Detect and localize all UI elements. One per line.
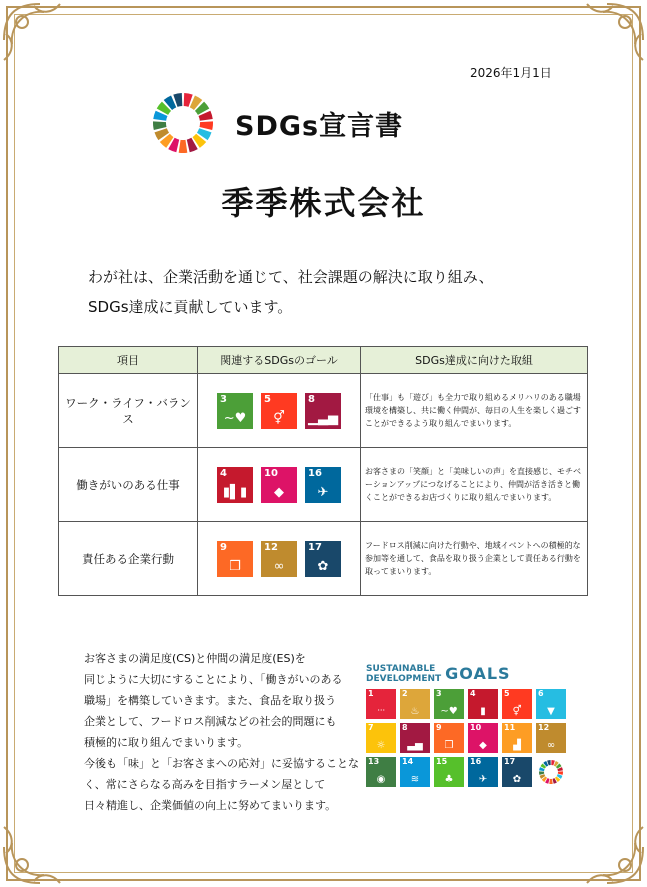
sdg-goal-4-tile xyxy=(217,467,253,503)
sdg-goal-1-tile xyxy=(366,689,396,719)
sdg-goal-number: 15 xyxy=(436,757,448,766)
sdg-goal-8-tile xyxy=(305,393,341,429)
sdg-goal-glyph-icon: ⚥ xyxy=(512,706,522,717)
sdg-goal-glyph-icon: ◉ xyxy=(376,774,386,785)
sdg-goal-number: 11 xyxy=(504,723,516,732)
sdg-goal-glyph-icon: ◆ xyxy=(479,740,487,751)
row-initiative-text: 「仕事」も「遊び」も全力で取り組めるメリハリのある職場環境を構築し、共に働く仲間が、毎日の人生を楽しく過ごすことができるよう取り組んでまいります。 xyxy=(361,374,588,448)
sdg-goal-16-tile xyxy=(305,467,341,503)
sdg-goal-number: 3 xyxy=(436,689,442,698)
sdg-goal-15-tile xyxy=(434,757,464,787)
sdg-goal-10-tile xyxy=(468,723,498,753)
dove-icon: ✈ xyxy=(317,484,329,500)
infinity-icon: ∞ xyxy=(273,558,285,574)
sdg-logo-title xyxy=(366,664,571,684)
column-header-goals: 関連するSDGsのゴール xyxy=(198,347,361,374)
sdg-goal-11-tile xyxy=(502,723,532,753)
table-row xyxy=(59,448,588,522)
sdg-goal-16-tile xyxy=(468,757,498,787)
sdg-goal-glyph-icon: ▼ xyxy=(547,706,555,717)
sdg-goal-9-tile xyxy=(217,541,253,577)
sdg-goals-grid xyxy=(366,689,571,787)
sdg-goal-number: 13 xyxy=(368,757,380,766)
cubes-icon: ❒ xyxy=(229,558,241,574)
flower-icon: ✿ xyxy=(317,558,329,574)
sdg-goal-number: 4 xyxy=(220,467,227,479)
sdg-goal-glyph-icon: ♨ xyxy=(410,706,420,717)
document-date: 2026年1月1日 xyxy=(470,66,552,80)
sdg-goal-number: 10 xyxy=(470,723,482,732)
page-title: SDGs宣言書 xyxy=(235,111,404,142)
sdg-goal-3-tile xyxy=(434,689,464,719)
sdgs-wheel-icon xyxy=(536,757,566,787)
sdg-goal-number: 5 xyxy=(504,689,510,698)
closing-line: 積極的に取り組んでまいります。 xyxy=(84,736,249,749)
row-item-label: 責任ある企業行動 xyxy=(59,522,198,596)
sdg-goal-6-tile xyxy=(536,689,566,719)
sdg-goal-number: 14 xyxy=(402,757,414,766)
sdg-goal-number: 1 xyxy=(368,689,374,698)
closing-line: お客さまの満足度(CS)と仲間の満足度(ES)を xyxy=(84,652,306,665)
sdg-goal-13-tile xyxy=(366,757,396,787)
sdg-goal-glyph-icon: ☼ xyxy=(376,740,386,751)
sdg-goal-glyph-icon: ▮ xyxy=(480,706,486,717)
row-initiative-text: お客さまの「笑顔」と「美味しいの声」を直接感じ、モチベーションアップにつなげることにより、仲間が活き活きと働くことができるお店づくりに取り組んでまいります。 xyxy=(361,448,588,522)
row-item-label: 働きがいのある仕事 xyxy=(59,448,198,522)
sdg-logo-line2: DEVELOPMENT xyxy=(366,674,442,684)
sdg-goal-10-tile xyxy=(261,467,297,503)
table-row xyxy=(59,374,588,448)
sdg-goal-2-tile xyxy=(400,689,430,719)
column-header-item: 項目 xyxy=(59,347,198,374)
gender-icon: ⚥ xyxy=(273,410,285,426)
sdg-goal-number: 7 xyxy=(368,723,374,732)
sdg-goal-glyph-icon: ♣ xyxy=(444,774,454,785)
sdg-goal-number: 4 xyxy=(470,689,476,698)
intro-statement xyxy=(88,262,494,322)
sdg-goal-9-tile xyxy=(434,723,464,753)
sdg-goal-glyph-icon: ~♥ xyxy=(440,706,458,717)
heartbeat-icon: ~♥ xyxy=(223,410,247,426)
sdg-goal-number: 8 xyxy=(308,393,315,405)
company-name: 季季株式会社 xyxy=(221,184,426,222)
closing-line: 日々精進し、企業価値の向上に努めてまいります。 xyxy=(84,799,337,812)
sdg-goal-number: 2 xyxy=(402,689,408,698)
sdg-goal-number: 16 xyxy=(470,757,482,766)
sdg-goal-3-tile xyxy=(217,393,253,429)
sdg-goal-5-tile xyxy=(261,393,297,429)
equality-icon: ◆ xyxy=(274,484,284,500)
sdg-goal-glyph-icon: ≋ xyxy=(410,774,420,785)
intro-line: わが社は、企業活動を通じて、社会課題の解決に取り組み、 xyxy=(88,268,494,286)
sdg-goal-number: 8 xyxy=(402,723,408,732)
sdg-goal-glyph-icon: ᐧᐧᐧ xyxy=(377,706,385,717)
sdg-goal-5-tile xyxy=(502,689,532,719)
closing-line: 職場」を構築していきます。また、食品を取り扱う xyxy=(84,694,337,707)
sdg-goal-glyph-icon: ✈ xyxy=(478,774,488,785)
closing-line: 企業として、フードロス削減などの社会的問題にも xyxy=(84,715,337,728)
sdg-goal-glyph-icon: ❒ xyxy=(444,740,454,751)
ornament-corner-icon xyxy=(577,817,647,887)
sdg-goal-glyph-icon: ∞ xyxy=(546,740,556,751)
ornament-corner-icon xyxy=(577,0,647,70)
closing-line: 今後も「味」と「お客さまへの応対」に妥協することな xyxy=(84,757,359,770)
sdg-goal-4-tile xyxy=(468,689,498,719)
sdg-logo-goals-word: GOALS xyxy=(445,664,511,683)
sdgs-wheel-icon xyxy=(152,92,214,154)
sdg-logo-line1: SUSTAINABLE xyxy=(366,664,436,674)
sdg-goal-number: 6 xyxy=(538,689,544,698)
ornament-corner-icon xyxy=(0,817,70,887)
sdg-goal-8-tile xyxy=(400,723,430,753)
column-header-initiatives: SDGs達成に向けた取組 xyxy=(361,347,588,374)
sdg-goal-17-tile xyxy=(502,757,532,787)
closing-line: 同じように大切にすることにより、「働きがいのある xyxy=(84,673,343,686)
table-row xyxy=(59,522,588,596)
sdg-goal-glyph-icon: ▃▅ xyxy=(407,740,423,751)
sdg-initiatives-table xyxy=(58,346,588,596)
sdg-goal-12-tile xyxy=(536,723,566,753)
sdg-goal-number: 10 xyxy=(264,467,278,479)
table-header-row xyxy=(59,347,588,374)
row-goals xyxy=(198,448,361,522)
sdg-goal-number: 9 xyxy=(436,723,442,732)
sdg-goal-17-tile xyxy=(305,541,341,577)
sdg-goal-number: 9 xyxy=(220,541,227,553)
row-goals xyxy=(198,374,361,448)
sdg-goal-7-tile xyxy=(366,723,396,753)
sdg-goal-glyph-icon: ▟ xyxy=(513,740,521,751)
closing-line: く、常にさらなる高みを目指すラーメン屋として xyxy=(84,778,326,791)
sdg-goal-14-tile xyxy=(400,757,430,787)
intro-line: SDGs達成に貢献しています。 xyxy=(88,298,293,316)
ornament-corner-icon xyxy=(0,0,70,70)
sdg-goal-12-tile xyxy=(261,541,297,577)
sdg-goal-glyph-icon: ✿ xyxy=(512,774,522,785)
closing-statement xyxy=(84,648,359,816)
row-item-label: ワーク・ライフ・バランス xyxy=(59,374,198,448)
row-initiative-text: フードロス削減に向けた行動や、地域イベントへの積極的な参加等を通して、食品を取り扱う企業として責任ある行動を取ってまいります。 xyxy=(361,522,588,596)
sdg-goal-number: 12 xyxy=(538,723,550,732)
sdg-goal-number: 12 xyxy=(264,541,278,553)
sdg-goals-logo xyxy=(366,664,571,787)
sdg-goal-number: 5 xyxy=(264,393,271,405)
row-goals xyxy=(198,522,361,596)
sdg-wheel-tile xyxy=(536,757,566,787)
sdg-goal-number: 3 xyxy=(220,393,227,405)
sdg-goal-number: 17 xyxy=(308,541,322,553)
book-icon: ▮▌▮ xyxy=(222,484,248,500)
sdg-goal-number: 16 xyxy=(308,467,322,479)
sdg-goal-number: 17 xyxy=(504,757,516,766)
growth-chart-icon: ▁▃▅ xyxy=(308,410,338,426)
